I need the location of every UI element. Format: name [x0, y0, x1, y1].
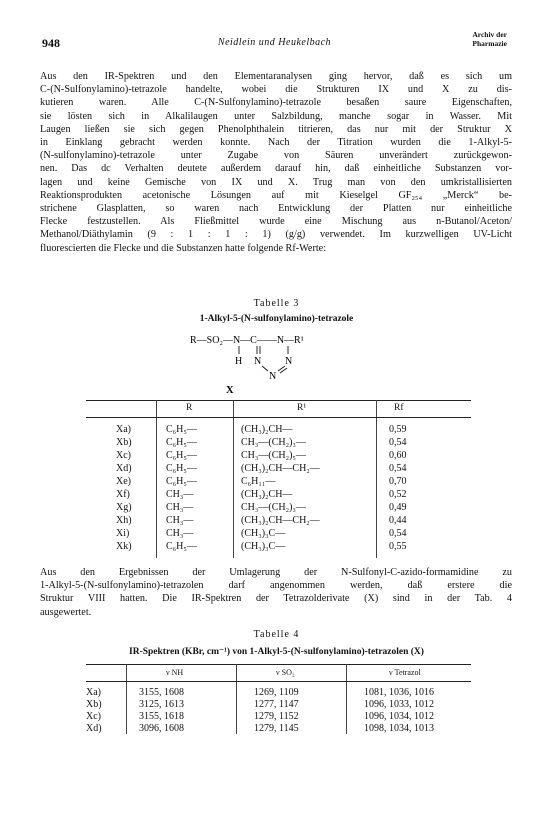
text-line: ausgewertet.	[40, 606, 92, 618]
table-header-rule	[86, 681, 471, 682]
text-line: 1-Alkyl-5-(N-sulfonylamino)-tetrazolen darf angenommen werden, daß erstere die	[40, 580, 512, 592]
row-id: Xa)	[86, 687, 101, 698]
cell-so2: 1277, 1147	[254, 699, 299, 710]
cell-r1: C₆H₁₁—	[241, 476, 276, 487]
text-line: Aus den IR-Spektren und den Elementaranalysen ging hervor, daß es sich um	[40, 71, 512, 82]
cell-r1: (CH₃)₂CH—	[241, 489, 293, 500]
table-header-cell: R	[186, 403, 193, 413]
cell-tetrazol: 1096, 1034, 1012	[364, 711, 434, 722]
text-line: nen. Das dc Verhalten deutete außerdem darauf hin, daß einheitliche Substanzen vor-	[40, 163, 512, 175]
cell-r1: (CH₃)₂CH—	[241, 424, 293, 435]
running-head-authors: Neidlein und Heukelbach	[217, 37, 332, 48]
row-id: Xh)	[116, 515, 132, 526]
cell-rf: 0,54	[389, 463, 407, 474]
cell-r: C₆H₅—	[166, 424, 197, 435]
row-id: Xb)	[116, 437, 132, 448]
table-row	[86, 687, 471, 699]
cell-rf: 0,60	[389, 450, 407, 461]
table-header-cell: ν SO₂	[276, 668, 295, 677]
formula-h: H	[235, 356, 243, 367]
table-row	[86, 699, 471, 711]
cell-r: C₆H₅—	[166, 450, 197, 461]
row-id: Xk)	[116, 541, 132, 552]
row-id: Xc)	[86, 711, 101, 722]
row-id: Xa)	[116, 424, 131, 435]
cell-rf: 0,55	[389, 541, 407, 552]
text-line: Aus den Ergebnissen der Umlagerung der N-Sulfonyl-C-azido-formamidine zu	[40, 567, 512, 578]
formula-label: X	[226, 385, 234, 396]
text-line: (N-sulfonylamino)-tetrazole unter Zugabe von Säuren unverändert zurückgewon-	[40, 150, 512, 162]
table-row	[86, 450, 471, 462]
table-row	[86, 476, 471, 488]
table-top-rule	[86, 664, 471, 665]
text-line: sie lösten sich in Alkalilaugen unter Salzbildung, manche sogar in Wasser. Mit	[40, 110, 512, 122]
paragraph-2	[40, 566, 512, 619]
formula-n-bottom: N	[269, 371, 277, 382]
table-row	[86, 528, 471, 540]
cell-tetrazol: 1096, 1033, 1012	[364, 699, 434, 710]
text-line: strichene Glasplatten, so waren nach Entwicklung der Platten nur einheitliche	[40, 203, 512, 215]
table-row	[86, 541, 471, 553]
cell-r: C₆H₅—	[166, 463, 197, 474]
formula-n-right: N	[285, 356, 293, 367]
table-row	[86, 723, 471, 735]
table-row	[86, 437, 471, 449]
table-header-cell: R¹	[297, 403, 307, 413]
table-row	[86, 463, 471, 475]
cell-r: C₆H₅—	[166, 541, 197, 552]
text-line: Flecke festzustellen. Als Fließmittel wurde eine Mischung aus n-Butanol/Aceton/	[40, 216, 512, 228]
cell-r: C₆H₅—	[166, 437, 197, 448]
text-line: fluorescierten die Flecke und die Substanzen hatte folgende Rf-Werte:	[40, 242, 327, 254]
row-id: Xb)	[86, 699, 102, 710]
table-header-cell: ν Tetrazol	[389, 668, 421, 677]
table-header-cell: ν NH	[166, 668, 184, 677]
text-line: Methanol/Diäthylamin (9 : 1 : 1 : 1) (g/g) verwendet. Im kurzwelligen UV-Licht	[40, 229, 512, 241]
cell-tetrazol: 1098, 1034, 1013	[364, 723, 434, 734]
cell-r: CH₃—	[166, 489, 194, 500]
text-line: in Einklang gebracht werden konnte. Nach der Titration wurden die 1-Alkyl-5-	[40, 137, 512, 149]
journal-name	[472, 30, 507, 48]
page-header	[42, 30, 507, 54]
cell-rf: 0,49	[389, 502, 407, 513]
table-row	[86, 489, 471, 501]
table-header-cell: Rf	[394, 403, 404, 413]
structural-formula	[190, 333, 370, 413]
cell-rf: 0,70	[389, 476, 407, 487]
cell-nh: 3125, 1613	[139, 699, 184, 710]
cell-rf: 0,44	[389, 515, 407, 526]
text-line: lagen und keine Gemische von IX und X. Trug man von den umkristallisierten	[40, 176, 512, 188]
row-id: Xi)	[116, 528, 130, 539]
text-line: Laugen ließen sie sich gegen Phenolphthalein titrieren, das nur mit der Struktur X	[40, 123, 512, 135]
journal-name-line2: Pharmazie	[472, 39, 507, 48]
text-line: Struktur VIII hatten. Die IR-Spektren der Tetrazolderivate (X) sind in der Tab. 4	[40, 593, 512, 605]
cell-nh: 3096, 1608	[139, 723, 184, 734]
formula-n-left: N	[254, 356, 262, 367]
table-3-title: Tabelle 3	[253, 298, 300, 309]
cell-so2: 1279, 1152	[254, 711, 299, 722]
table-row	[86, 502, 471, 514]
text-line: kutieren waren. Alle C-(N-Sulfonylamino)-tetrazole besaßen saure Eigenschaften,	[40, 97, 512, 109]
cell-r: CH₃—	[166, 515, 194, 526]
paragraph-1	[40, 70, 512, 255]
cell-r: CH₃—	[166, 502, 194, 513]
cell-r1: CH₃—(CH₂)₅—	[241, 450, 306, 461]
journal-name-line1: Archiv der	[472, 30, 507, 39]
text-line: C-(N-Sulfonylamino)-tetrazole handelte, wobei die Strukturen IX und X zu dis-	[40, 84, 512, 96]
bond-line	[262, 366, 268, 371]
formula-top-line: R—SO₂—N—C——N—R¹	[190, 335, 304, 346]
row-id: Xc)	[116, 450, 131, 461]
cell-nh: 3155, 1618	[139, 711, 184, 722]
table-4-subtitle: IR-Spektren (KBr, cm⁻¹) von 1-Alkyl-5-(N-sulfonylamino)-tetrazolen (X)	[129, 647, 424, 657]
table-row	[86, 424, 471, 436]
row-id: Xe)	[116, 476, 131, 487]
cell-nh: 3155, 1608	[139, 687, 184, 698]
cell-r: CH₃—	[166, 528, 194, 539]
cell-tetrazol: 1081, 1036, 1016	[364, 687, 434, 698]
cell-so2: 1279, 1145	[254, 723, 299, 734]
cell-rf: 0,52	[389, 489, 407, 500]
row-id: Xf)	[116, 489, 130, 500]
cell-rf: 0,54	[389, 528, 407, 539]
cell-rf: 0,54	[389, 437, 407, 448]
page-number: 948	[42, 36, 60, 50]
table-3-subtitle: 1-Alkyl-5-(N-sulfonylamino)-tetrazole	[199, 314, 354, 324]
cell-r1: (CH₃)₂CH—CH₂—	[241, 463, 320, 474]
table-row	[86, 711, 471, 723]
table-4-title: Tabelle 4	[253, 629, 300, 640]
table-row	[86, 515, 471, 527]
table-top-rule	[86, 400, 471, 401]
cell-r: C₆H₅—	[166, 476, 197, 487]
cell-rf: 0,59	[389, 424, 407, 435]
cell-r1: CH₃—(CH₂)₃—	[241, 502, 306, 513]
text-line: Reaktionsprodukten acetonische Lösungen auf mit Kieselgel GF₂₅₄ „Merck“ be-	[40, 189, 512, 201]
tetrazole-structure-drawing	[190, 333, 370, 413]
row-id: Xd)	[116, 463, 132, 474]
table-header-rule	[86, 417, 471, 418]
cell-r1: (CH₃)₃C—	[241, 528, 286, 539]
cell-so2: 1269, 1109	[254, 687, 299, 698]
cell-r1: CH₃—(CH₂)₃—	[241, 437, 306, 448]
row-id: Xg)	[116, 502, 132, 513]
cell-r1: (CH₃)₂CH—CH₂—	[241, 515, 320, 526]
row-id: Xd)	[86, 723, 102, 734]
cell-r1: (CH₃)₃C—	[241, 541, 286, 552]
